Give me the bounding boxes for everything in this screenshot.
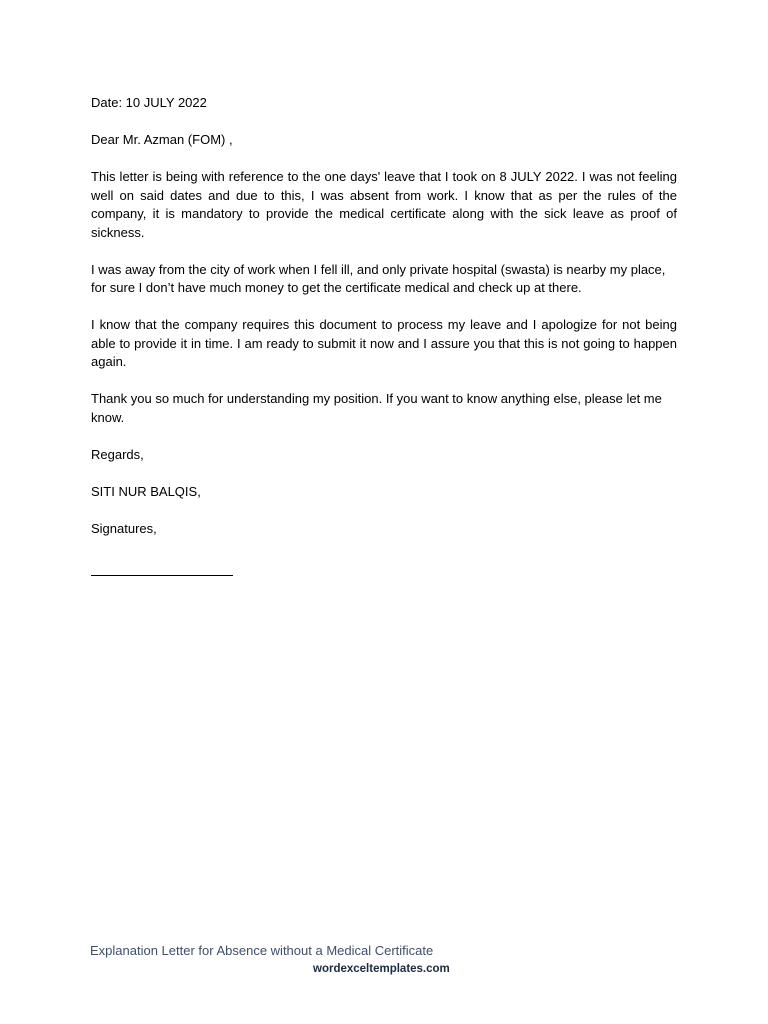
letter-signature-label: Signatures, [91, 520, 157, 536]
letter-sender-name: SITI NUR BALQIS, [91, 483, 201, 499]
letter-paragraph: This letter is being with reference to the one days' leave that I took on 8 JULY 2022. I was not feeling well on said dates and due to this, I was absent from work. I know that as per the rules of the company, it is mandatory to provide the medical certificate along with the sick leave as proof of sickness. [91, 169, 677, 240]
letter-salutation: Dear Mr. Azman (FOM) , [91, 132, 233, 147]
signature-line [91, 575, 233, 576]
footer-site: wordexceltemplates.com [313, 963, 450, 975]
letter-paragraph: I was away from the city of work when I fell ill, and only private hospital (swasta) is nearby my place, for sure I don’t have much money to get the certificate medical and check up at there. [91, 261, 666, 295]
footer-title: Explanation Letter for Absence without a Medical Certificate [90, 943, 434, 958]
letter-closing: Regards, [91, 446, 144, 462]
letter-paragraph: I know that the company requires this document to process my leave and I apologize for not being able to provide it in time. I am ready to submit it now and I assure you that this is not going to happen again. [91, 317, 677, 369]
letter-date: Date: 10 JULY 2022 [91, 95, 207, 110]
letter-body [91, 94, 677, 557]
letter-paragraph: Thank you so much for understanding my position. If you want to know anything else, please let me know. [91, 391, 662, 425]
